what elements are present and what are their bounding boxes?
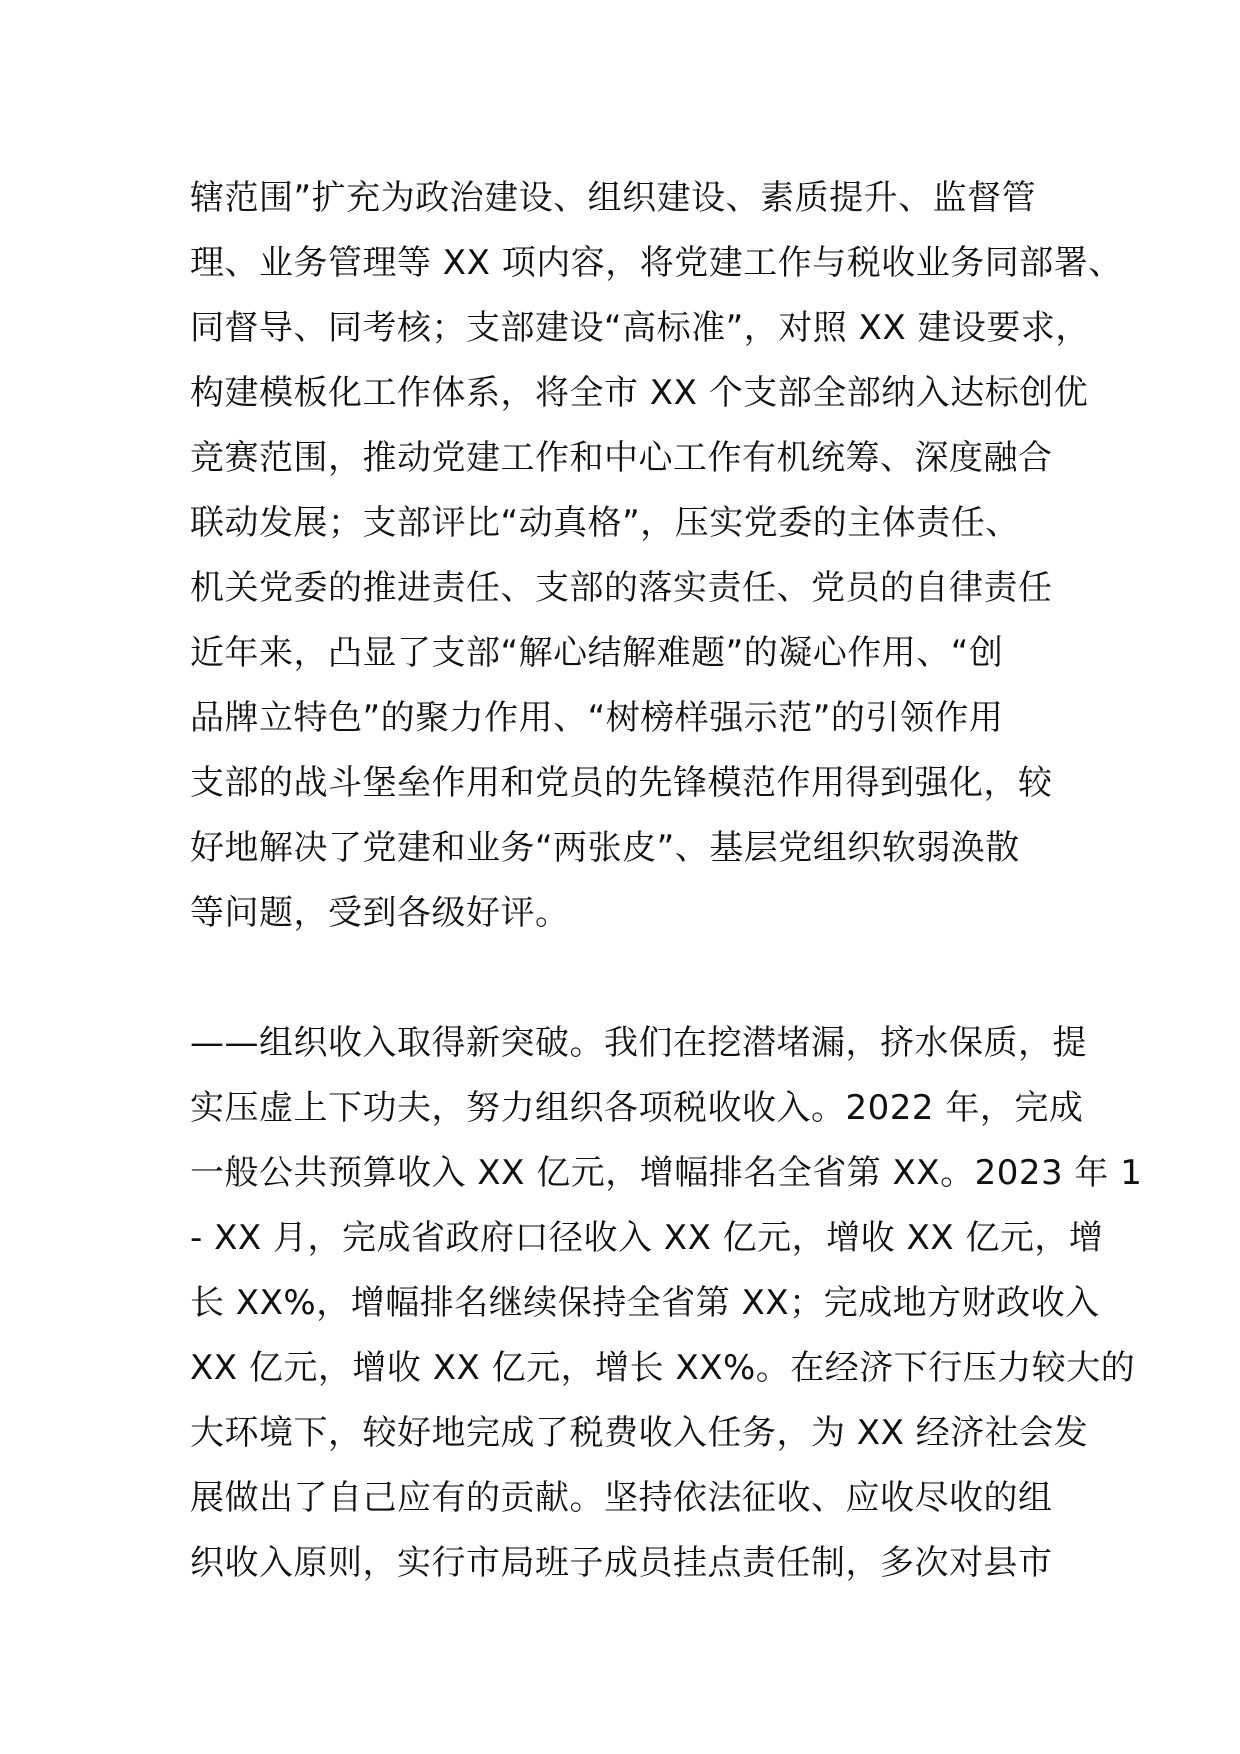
text-line: 理、业务管理等 XX 项内容，将党建工作与税收业务同部署、 <box>190 243 1123 283</box>
text-line: 同督导、同考核；支部建设“高标准”，对照 XX 建设要求， <box>190 308 1090 348</box>
text-line: 支部的战斗堡垒作用和党员的先锋模范作用得到强化，较 <box>190 763 1053 803</box>
text-line: 实压虚上下功夫，努力组织各项税收收入。2022 年，完成 <box>190 1088 1084 1128</box>
text-line: 展做出了自己应有的贡献。坚持依法征收、应收尽收的组 <box>190 1478 1053 1518</box>
text-line: XX 亿元，增收 XX 亿元，增长 XX%。在经济下行压力较大的 <box>190 1348 1136 1388</box>
text-line: 织收入原则，实行市局班子成员挂点责任制，多次对县市 <box>190 1543 1053 1583</box>
text-line: 联动发展；支部评比“动真格”，压实党委的主体责任、 <box>190 503 1020 543</box>
text-line: 竞赛范围，推动党建工作和中心工作有机统筹、深度融合 <box>190 438 1053 478</box>
text-line: 一般公共预算收入 XX 亿元，增幅排名全省第 XX。2023 年 1 <box>190 1153 1143 1193</box>
text-line: 品牌立特色”的聚力作用、“树榜样强示范”的引领作用 <box>190 698 1004 738</box>
text-line: 构建模板化工作体系，将全市 XX 个支部全部纳入达标创优 <box>190 373 1089 413</box>
text-line: 辖范围”扩充为政治建设、组织建设、素质提升、监督管 <box>190 178 1037 218</box>
text-line: 长 XX%，增幅排名继续保持全省第 XX；完成地方财政收入 <box>190 1283 1100 1323</box>
text-line: 机关党委的推进责任、支部的落实责任、党员的自律责任 <box>190 568 1053 608</box>
text-line: 大环境下，较好地完成了税费收入任务，为 XX 经济社会发 <box>190 1413 1089 1453</box>
text-line: ——组织收入取得新突破。我们在挖潜堵漏，挤水保质，提 <box>190 1023 1087 1063</box>
text-line: - XX 月，完成省政府口径收入 XX 亿元，增收 XX 亿元，增 <box>190 1218 1104 1258</box>
text-line: 等问题，受到各级好评。 <box>190 893 570 933</box>
text-line: 好地解决了党建和业务“两张皮”、基层党组织软弱涣散 <box>190 828 1020 868</box>
text-line: 近年来，凸显了支部“解心结解难题”的凝心作用、“创 <box>190 633 1004 673</box>
